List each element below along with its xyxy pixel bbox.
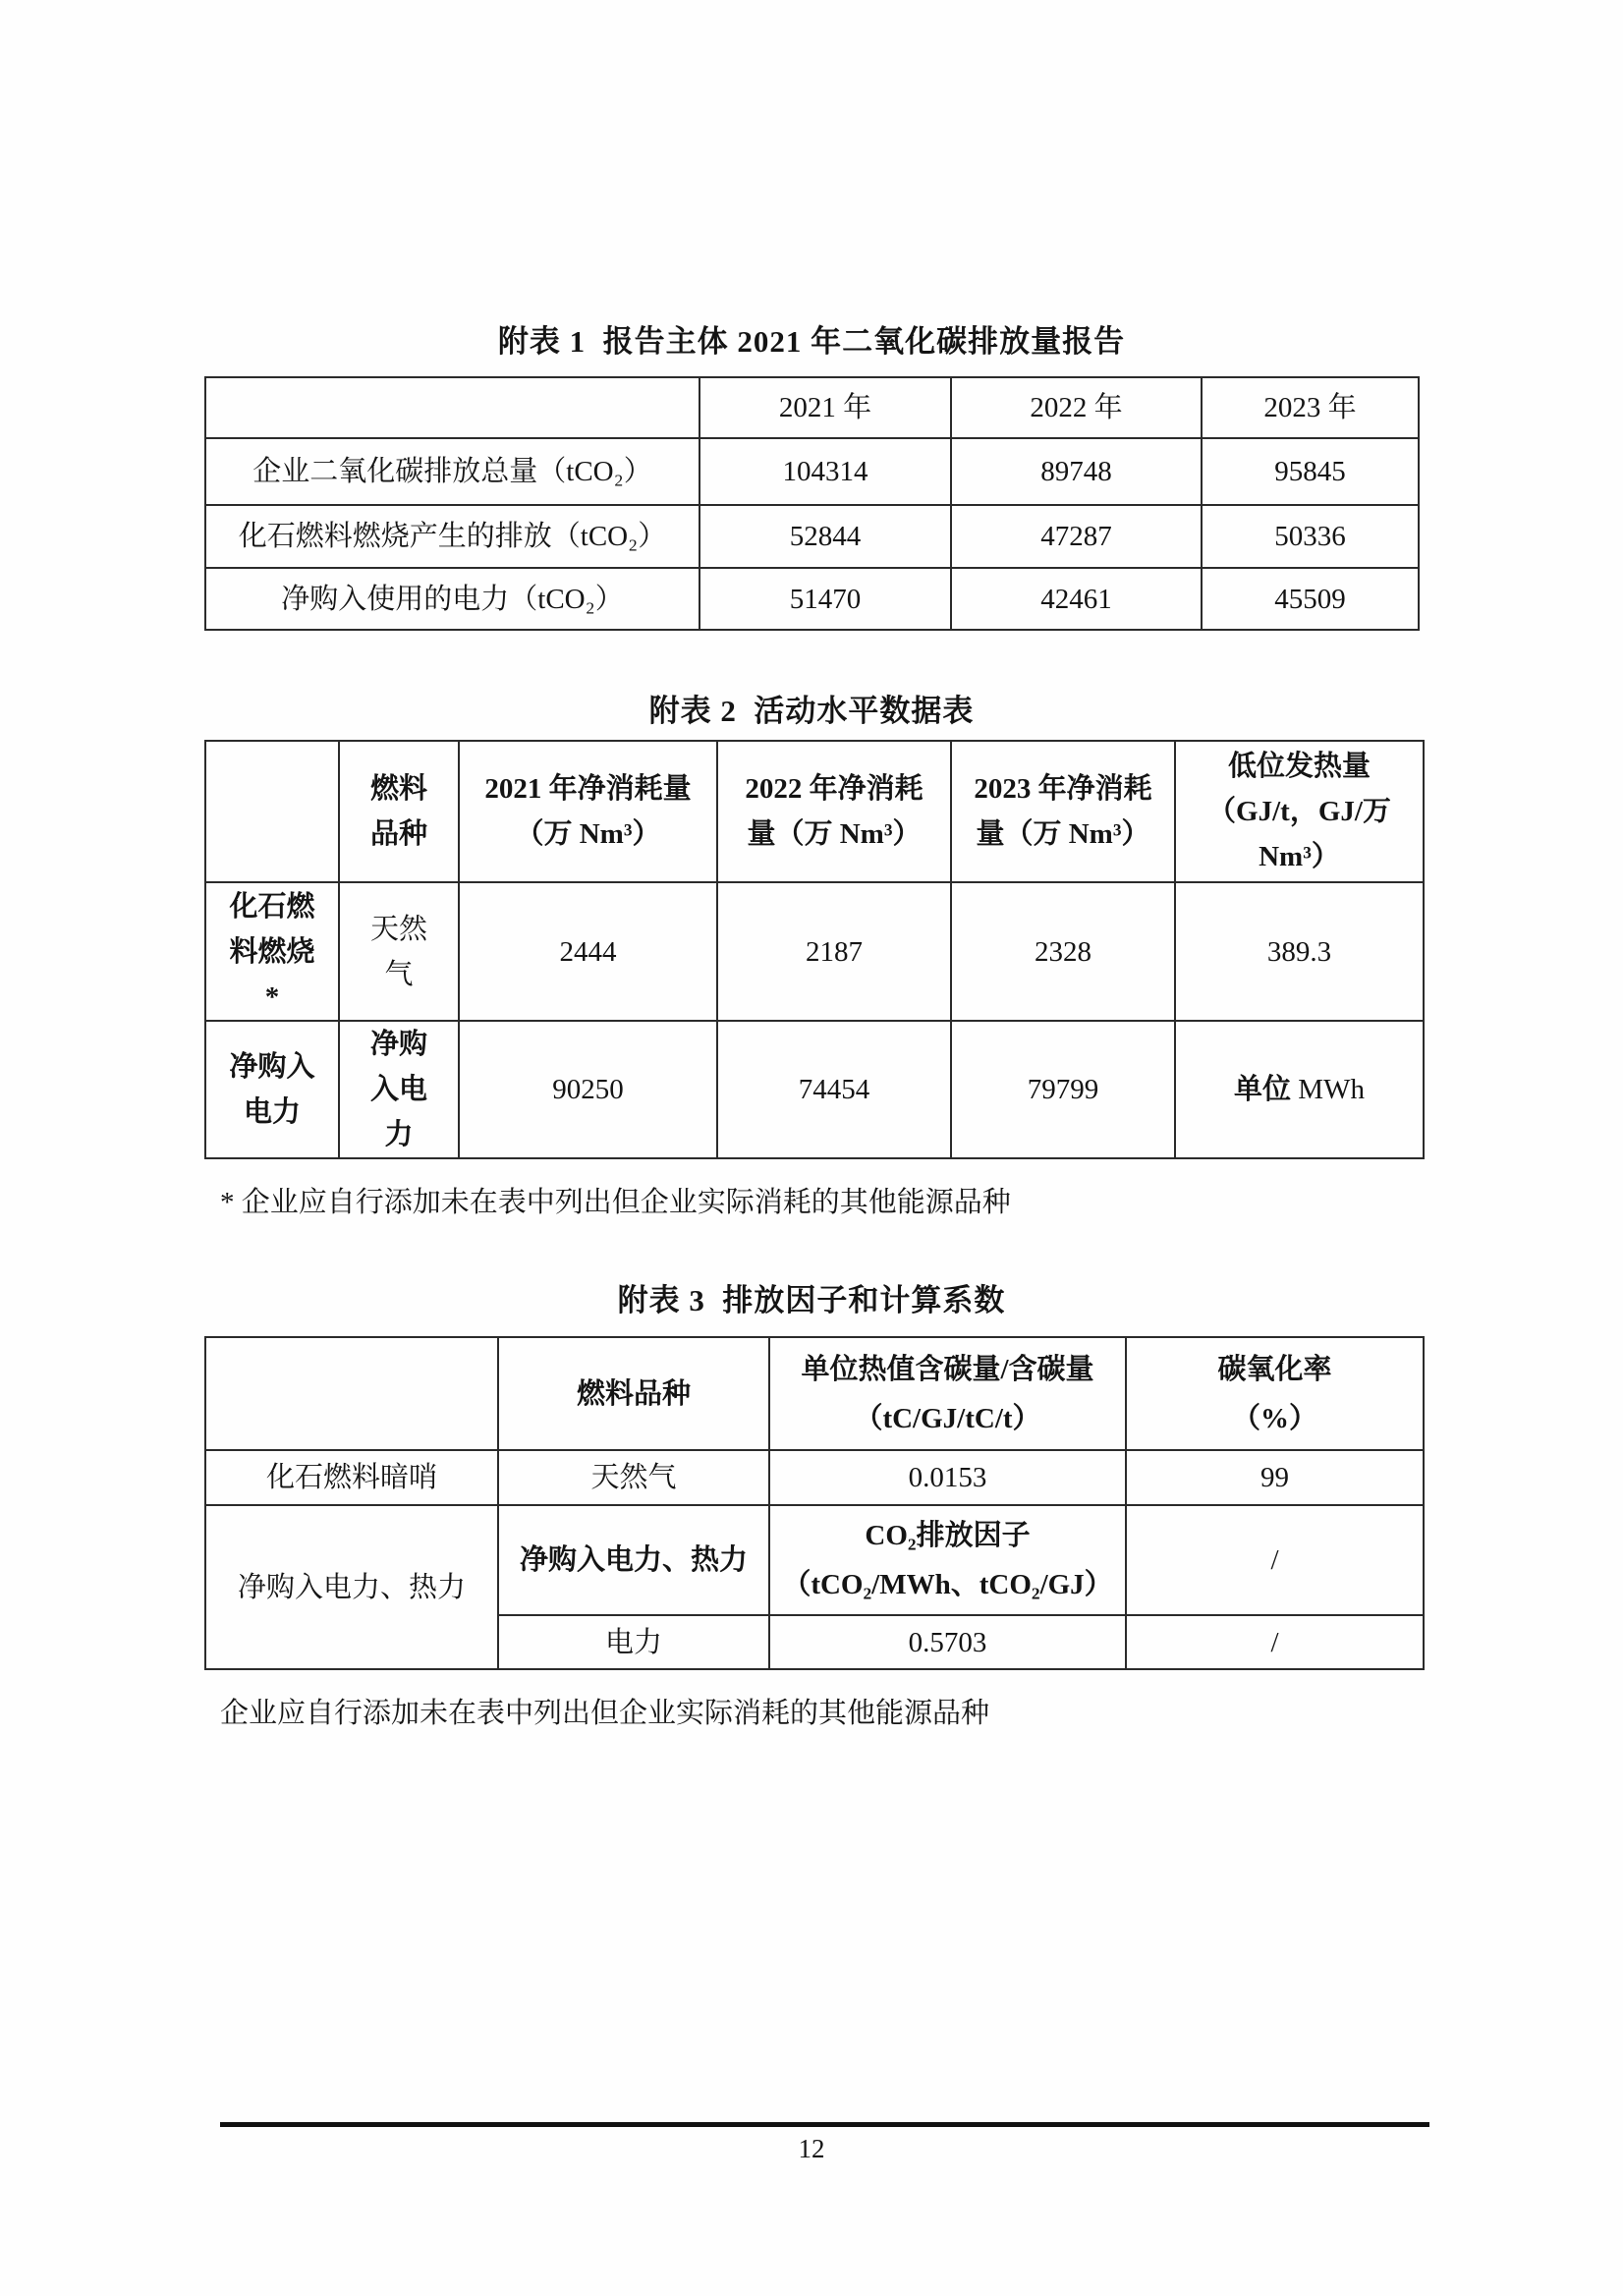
table2-cell-unit	[1175, 1021, 1424, 1158]
table3-cell-oxidation: /	[1126, 1615, 1424, 1669]
unit-label: 单位	[1234, 1074, 1292, 1105]
table2-cell-value: 2187	[717, 882, 951, 1021]
table3-header-oxidation-rate: 碳氧化率 （%）	[1126, 1337, 1424, 1450]
table2-category-purchased: 净购入 电力	[205, 1021, 339, 1158]
table1-cell-value: 52844	[700, 505, 951, 568]
table1-row-label: 企业二氧化碳排放总量（tCO₂）	[205, 438, 700, 505]
table1-header-2022: 2022 年	[951, 377, 1202, 438]
table2-fuel-purchased-power: 净购 入电 力	[339, 1021, 459, 1158]
table2-activity-data	[204, 740, 1425, 1159]
table2-cell-ncv: 389.3	[1175, 882, 1424, 1021]
table2-header-2021-consumption: 2021 年净消耗量 （万 Nm³）	[459, 741, 717, 882]
table2-row-purchased-power	[205, 1021, 1424, 1158]
table2-cell-value: 2328	[951, 882, 1175, 1021]
table1-cell-value: 42461	[951, 568, 1202, 630]
table2-header-fuel-type: 燃料 品种	[339, 741, 459, 882]
table2-header-ncv: 低位发热量 （GJ/t，GJ/万 Nm³）	[1175, 741, 1424, 882]
table1-emissions-report	[204, 376, 1420, 631]
table3-header-row	[205, 1337, 1424, 1450]
table3-empty-header-cell	[205, 1337, 498, 1450]
table3-emission-factors	[204, 1336, 1425, 1670]
table3-fuel-natural-gas: 天然气	[498, 1450, 769, 1505]
table1-row-electricity	[205, 568, 1419, 630]
table1-row-total	[205, 438, 1419, 505]
table3-fuel-electricity: 电力	[498, 1615, 769, 1669]
page-number: 12	[798, 2134, 825, 2163]
table3-cell-oxidation: 99	[1126, 1450, 1424, 1505]
table2-cell-value: 90250	[459, 1021, 717, 1158]
table1-title: 附表 1 报告主体 2021 年二氧化碳排放量报告	[497, 324, 1126, 359]
table1-cell-value: 51470	[700, 568, 951, 630]
table1-row-fossil	[205, 505, 1419, 568]
table3-footnote: 企业应自行添加未在表中列出但企业实际消耗的其他能源品种	[220, 1698, 990, 1729]
table3-row-fossil	[205, 1450, 1424, 1505]
table1-cell-value: 104314	[700, 438, 951, 505]
table1-empty-header-cell	[205, 377, 700, 438]
table1-header-2023: 2023 年	[1202, 377, 1419, 438]
table1-cell-value: 89748	[951, 438, 1202, 505]
table3-category-fossil: 化石燃料暗哨	[205, 1450, 498, 1505]
table3-cell-carbon: 0.5703	[769, 1615, 1126, 1669]
table2-cell-value: 79799	[951, 1021, 1175, 1158]
table2-fuel-natural-gas: 天然 气	[339, 882, 459, 1021]
table3-header-fuel-type: 燃料品种	[498, 1337, 769, 1450]
table3-row-purchased	[205, 1505, 1424, 1615]
table2-header-2023-consumption: 2023 年净消耗 量（万 Nm³）	[951, 741, 1175, 882]
footer-divider	[220, 2122, 1429, 2127]
table2-header-2022-consumption: 2022 年净消耗 量（万 Nm³）	[717, 741, 951, 882]
table1-cell-value: 47287	[951, 505, 1202, 568]
table3-cell-carbon: 0.0153	[769, 1450, 1126, 1505]
table2-cell-value: 2444	[459, 882, 717, 1021]
table1-cell-value: 95845	[1202, 438, 1419, 505]
table1-header-2021: 2021 年	[700, 377, 951, 438]
table2-cell-value: 74454	[717, 1021, 951, 1158]
table2-header-row	[205, 741, 1424, 882]
unit-value: MWh	[1298, 1074, 1365, 1105]
table2-title: 附表 2 活动水平数据表	[648, 694, 975, 728]
table2-row-fossil-fuel	[205, 882, 1424, 1021]
table1-cell-value: 45509	[1202, 568, 1419, 630]
table2-footnote: * 企业应自行添加未在表中列出但企业实际消耗的其他能源品种	[220, 1187, 1011, 1218]
table1-header-row	[205, 377, 1419, 438]
table3-category-purchased: 净购入电力、热力	[205, 1505, 498, 1669]
table1-cell-value: 50336	[1202, 505, 1419, 568]
table2-category-fossil: 化石燃 料燃烧 *	[205, 882, 339, 1021]
table3-header-carbon-content: 单位热值含碳量/含碳量 （tC/GJ/tC/t）	[769, 1337, 1126, 1450]
table2-empty-header-cell	[205, 741, 339, 882]
table3-fuel-purchased: 净购入电力、热力	[498, 1505, 769, 1615]
table1-row-label: 净购入使用的电力（tCO₂）	[205, 568, 700, 630]
table3-title: 附表 3 排放因子和计算系数	[617, 1283, 1006, 1317]
table1-row-label: 化石燃料燃烧产生的排放（tCO₂）	[205, 505, 700, 568]
table3-cell-oxidation: /	[1126, 1505, 1424, 1615]
table3-cell-co2-factor: CO₂排放因子 （tCO₂/MWh、tCO₂/GJ）	[769, 1505, 1126, 1615]
